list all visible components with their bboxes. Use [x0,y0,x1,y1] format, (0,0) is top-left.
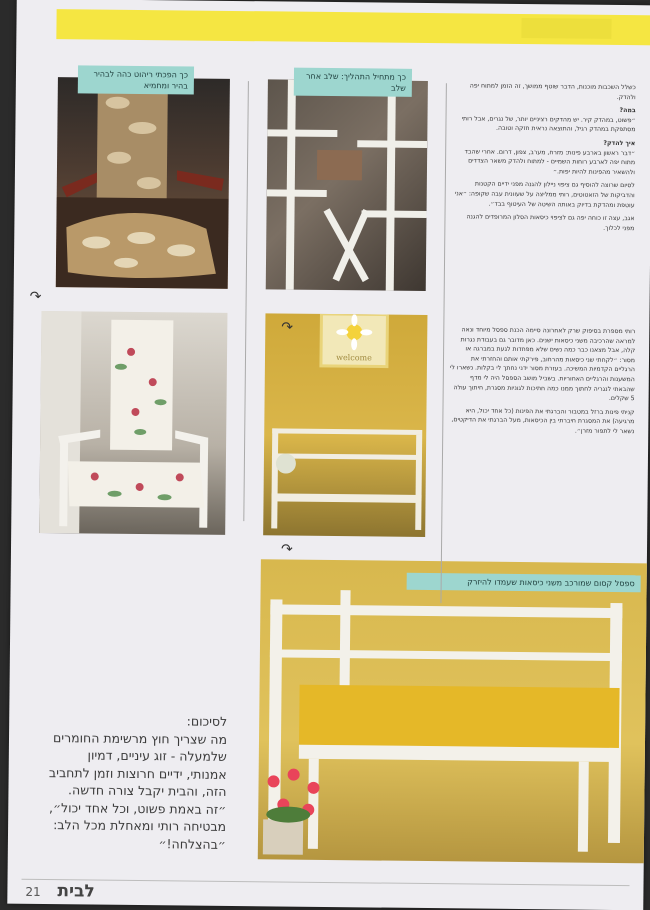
photo-dark-chair [56,77,230,289]
caption-top-left: כך הפכתי ריהוט כהה לבהיר בהיר ומחמיא [78,65,194,94]
finished-bench-illustration [258,559,647,863]
summary-title: לסיכום: [186,713,228,729]
photo-white-bird-chair [39,311,227,535]
summary-body: מה שצריך חוץ מרשימת החומרים שלמעלה - זוג עיניים, דמיון אמנותי, ידיים חרוצות וזמן לתחביב הזה, והבית יקבל צורה חדשה. ״זה באמת פשוט, וכל אחד יכול״, מבטיחה רותי ומאחלת מכל הלב: ״בהצלחה!״ [48,729,228,852]
subheading: במה? [619,107,636,115]
article-column-top [454,81,636,237]
caption-bottom: ספסל קסום שמורכב משני כיסאות שעמדו להיזרק [407,573,641,592]
paragraph: ״פשוט, במהדק קיר. יש מהדקים רציניים יותר, של נגרים, אבל רותי מסתפקת במהדק רגיל, והתוצאה נראית חזקה וטובה. [461,115,636,134]
photo-finished-bench [258,559,647,863]
paragraph: אגב, עצה זו כוחה יפה גם לציפוי כיסאות הסלון המרופדים להגנה מפני לכלוך. [466,213,635,232]
page-footer [7,879,643,910]
paragraph: ״דבר ראשון בארבע פינות: מזרח, מערב, צפון, דרום. אחרי שהבד מתוח יפה לארבע רוחות השמיים - למתוח ולהדק משאר הצדדים ולהשאיר מהפינות להיות יפות.״ [464,147,636,176]
column-separator [440,83,446,603]
summary-block [48,711,227,853]
photo-disassembled-chairs [266,79,428,291]
magazine-brand: לבית [57,881,95,902]
photo-bench-frame [263,313,427,537]
curved-arrow-icon: ↷ [281,319,294,336]
paragraph: לסיום שרוצה להוסיף גם ציפוי ניילון להגנה מפני ידיים הקטנות והדביקות של הזאטוטים, רותי ממליצה על שעוונית עבה שקופה: ״אני עוטפת ומהדקת בדיוק באותה השיטה של העיטוף בבד״. [454,180,635,209]
page-number: 21 [25,884,41,899]
curved-arrow-icon: ↷ [29,288,42,305]
curved-arrow-icon: ↷ [280,541,293,558]
welcome-sign-text: welcome [336,353,372,363]
bench-frame-illustration [263,313,427,537]
magazine-page [7,0,650,910]
paragraph: כשלל השכבות מוכנות, הדבר שוטף ממושך, זה הזמן למתוח יפה ולהדק. [469,82,636,101]
paragraph: רותי מספרת בסיפוק שרק לאחרונה סיימה הכנת ספסל מיוחד ונאה למראה שהרכיבה משני כיסאות ישנים. כאן מדובר גם בעבודת נגרות קלה, אבל מצאנו כבר כמה נשים שלא מפחדות לגעת במברגה או מסור: ״לקחתי שני כיסאות מהרחוב, פירקתי אותם והחזרתי את הרגליים הקדמיות המשיכה. בעזרת מסור ידני נחתך לי בקלות. נשארו לי המשענות והרגליים האחוריות. בשביל מושב הספסל היה לי מדף שהבאתי לנגריה לחתוך ממנו כמה חתיכות לגוניות מסגרת, חיתוך עולה 5 שקלים. [450,326,636,403]
paragraph: קניתי פינות ברזל במטבור והברגתי את הפינות (כל אחד יכול, היא מרגיעה) את המסגרת חיברתי בין הכיסאות, מעל הברגתי את הדיקטים, נשאר לי לתפור מזרן״. [451,407,635,436]
top-color-band-accent [521,18,611,39]
article-column-bottom [448,325,635,440]
column-separator [243,81,249,521]
chairs-frame-illustration [266,79,428,291]
subheading: איך להדק? [603,139,636,148]
bird-chair-illustration [39,311,227,535]
dark-chair-illustration [56,77,230,289]
caption-top-mid: כך מתחיל התהליך: שלב אחר שלב [294,68,412,97]
footer-rule [22,879,630,886]
